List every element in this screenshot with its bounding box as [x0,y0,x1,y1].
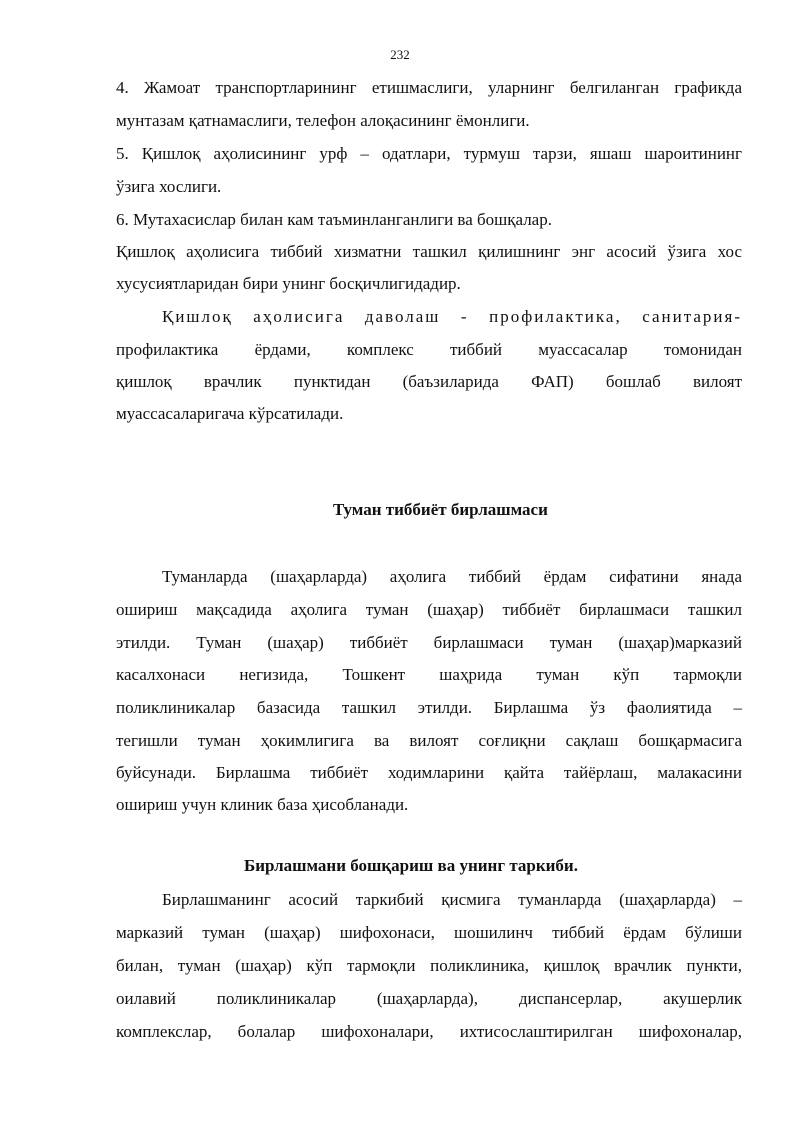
text-line: хусусиятларидан бири унинг босқичлигидадир. [116,274,461,293]
text-line: мунтазам қатнамаслиги, телефон алоқасининг ёмонлиги. [116,111,530,130]
text-line: профилактика ёрдами, комплекс тиббий муассасалар томонидан [116,340,742,359]
section-heading: Туман тиббиёт бирлашмаси [333,500,548,519]
text-line: Қишлоқ аҳолисига даволаш - профилактика, санитария- [162,307,742,326]
text-line: қишлоқ врачлик пунктидан (баъзиларида ФАП) бошлаб вилоят [116,372,742,391]
text-line: оилавий поликлиникалар (шаҳарларда), диспансерлар, акушерлик [116,989,742,1008]
text-line: марказий туман (шаҳар) шифохонаси, шошилинч тиббий ёрдам бўлиши [116,923,742,942]
text-line: касалхонаси негизида, Тошкент шаҳрида туман кўп тармоқли [116,665,742,684]
text-line: ўзига хослиги. [116,177,222,196]
text-line: этилди. Туман (шаҳар) тиббиёт бирлашмаси туман (шаҳар)марказий [116,633,742,652]
text-line: буйсунади. Бирлашма тиббиёт ходимларини қайта тайёрлаш, малакасини [116,763,742,782]
text-line: тегишли туман ҳокимлигига ва вилоят соғлиқни сақлаш бошқармасига [116,731,742,750]
text-line: ошириш мақсадида аҳолига туман (шаҳар) тиббиёт бирлашмаси ташкил [116,600,742,619]
text-line: билан, туман (шаҳар) кўп тармоқли поликлиника, қишлоқ врачлик пункти, [116,956,742,975]
page-number: 232 [390,47,410,62]
text-line: Бирлашманинг асосий таркибий қисмига туманларда (шаҳарларда) – [162,890,742,909]
section-heading: Бирлашмани бошқариш ва унинг таркиби. [244,856,578,875]
text-line: поликлиникалар базасида ташкил этилди. Бирлашма ўз фаолиятида – [116,698,742,717]
text-line: 4. Жамоат транспортларининг етишмаслиги, уларнинг белгиланган графикда [116,78,742,97]
text-line: ошириш учун клиник база ҳисобланади. [116,795,409,814]
text-line: 6. Мутахасислар билан кам таъминланганлиги ва бошқалар. [116,210,552,229]
text-line: муассасаларигача кўрсатилади. [116,404,344,423]
text-line: Туманларда (шаҳарларда) аҳолига тиббий ёрдам сифатини янада [162,567,742,586]
text-line: Қишлоқ аҳолисига тиббий хизматни ташкил қилишнинг энг асосий ўзига хос [116,242,742,261]
text-line: 5. Қишлоқ аҳолисининг урф – одатлари, турмуш тарзи, яшаш шароитининг [116,144,742,163]
text-line: комплекслар, болалар шифохоналари, ихтисослаштирилган шифохоналар, [116,1022,742,1041]
